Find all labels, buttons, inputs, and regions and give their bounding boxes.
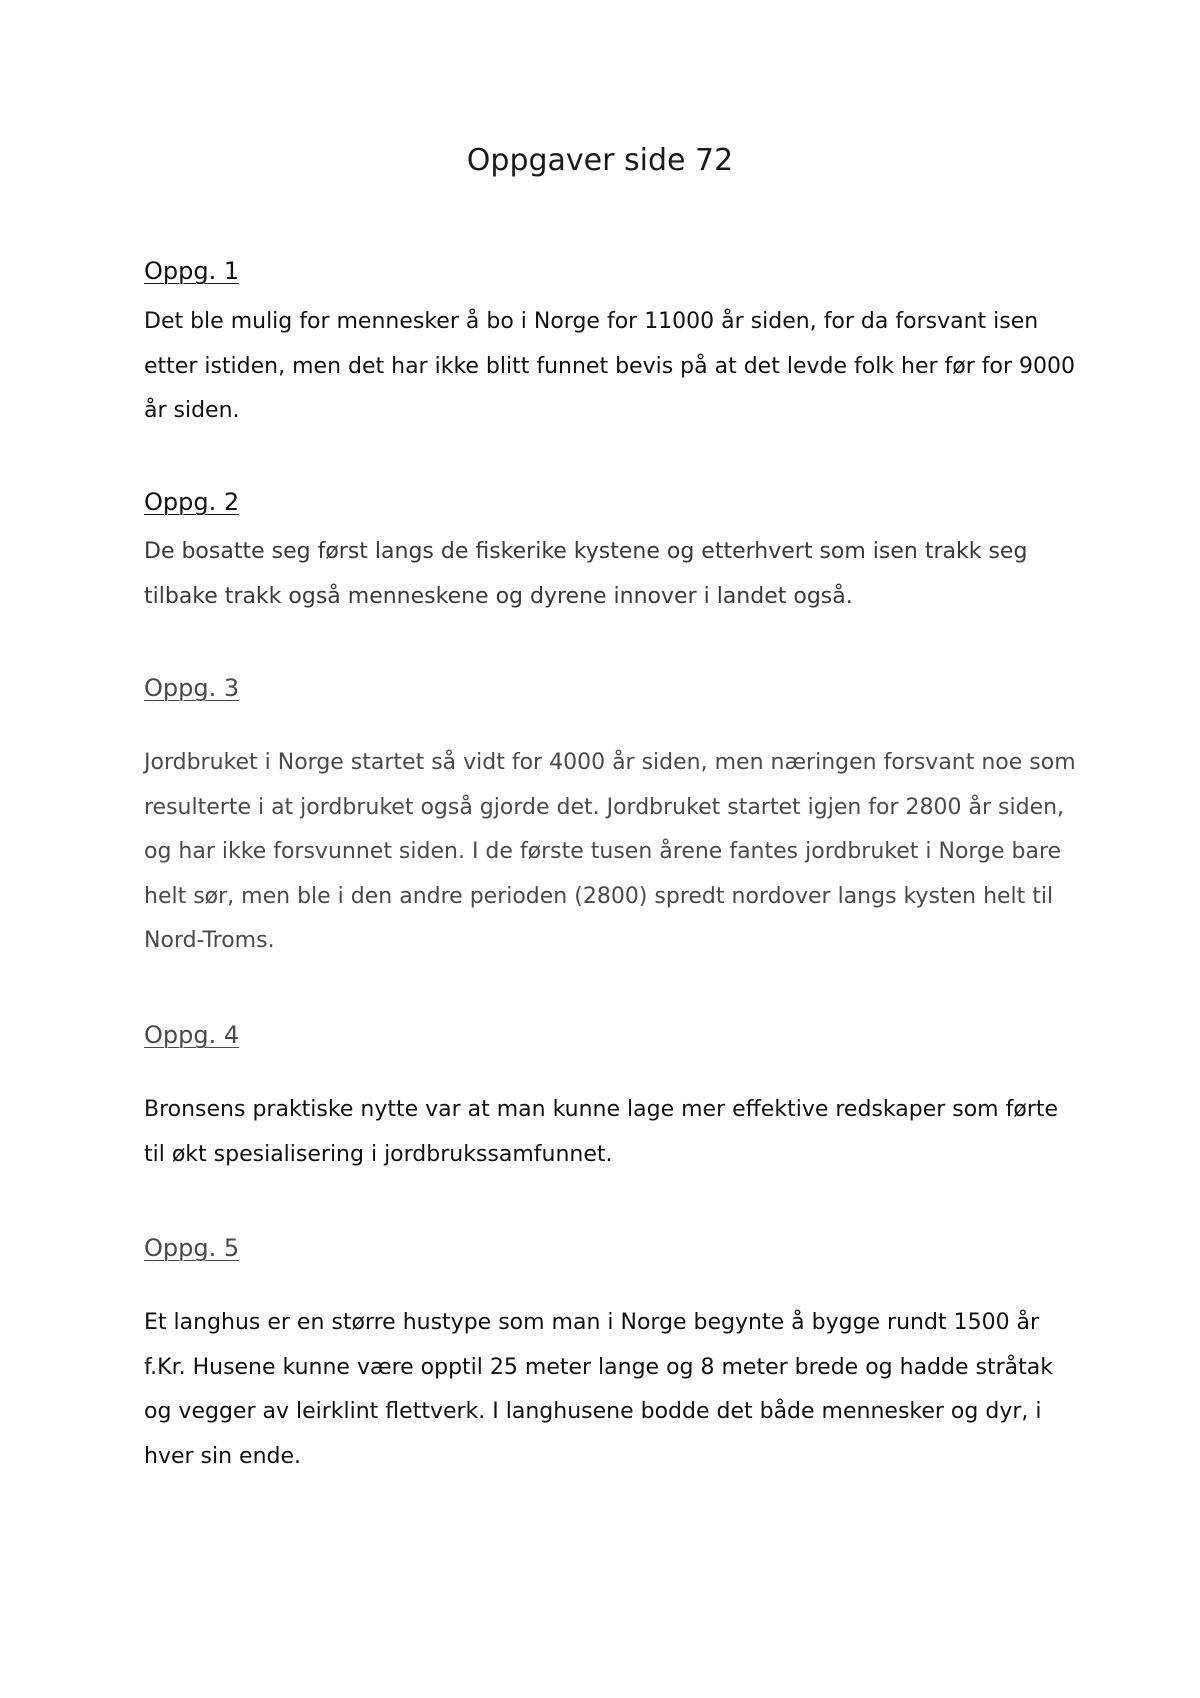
task-5-heading: Oppg. 5 <box>144 1234 240 1262</box>
task-4-answer: Bronsens praktiske nytte var at man kunne lage mer effektive redskaper som førte til økt spesialisering i jordbrukssamfunnet. <box>144 1097 1059 1167</box>
task-2-heading: Oppg. 2 <box>144 488 240 516</box>
task-1-answer: Det ble mulig for mennesker å bo i Norge for 11000 år siden, for da forsvant isen etter istiden, men det har ikke blitt funnet bevis på at det levde folk her før for 9000 år siden. <box>144 309 1076 423</box>
task-3-heading: Oppg. 3 <box>144 674 240 702</box>
task-2-answer: De bosatte seg først langs de fiskerike kystene og etterhvert som isen trakk seg tilbake trakk også menneskene og dyrene innover i landet også. <box>144 539 1028 609</box>
task-3-answer: Jordbruket i Norge startet så vidt for 4000 år siden, men næringen forsvant noe som resulterte i at jordbruket også gjorde det. Jordbruket startet igjen for 2800 år siden, og har ikke forsvunnet siden. I de første tusen årene fantes jordbruket i Norge bare helt sør, men ble i den andre perioden (2800) spredt nordover langs kysten helt til Nord-Troms. <box>144 750 1076 953</box>
page-title: Oppgaver side 72 <box>466 143 734 178</box>
task-1-heading: Oppg. 1 <box>144 257 240 285</box>
task-5-answer: Et langhus er en større hustype som man i Norge begynte å bygge rundt 1500 år f.Kr. Husene kunne være opptil 25 meter lange og 8 meter brede og hadde stråtak og vegger av leirklint flettverk. I langhusene bodde det både mennesker og dyr, i hver sin ende. <box>144 1310 1053 1469</box>
task-4-heading: Oppg. 4 <box>144 1021 240 1049</box>
